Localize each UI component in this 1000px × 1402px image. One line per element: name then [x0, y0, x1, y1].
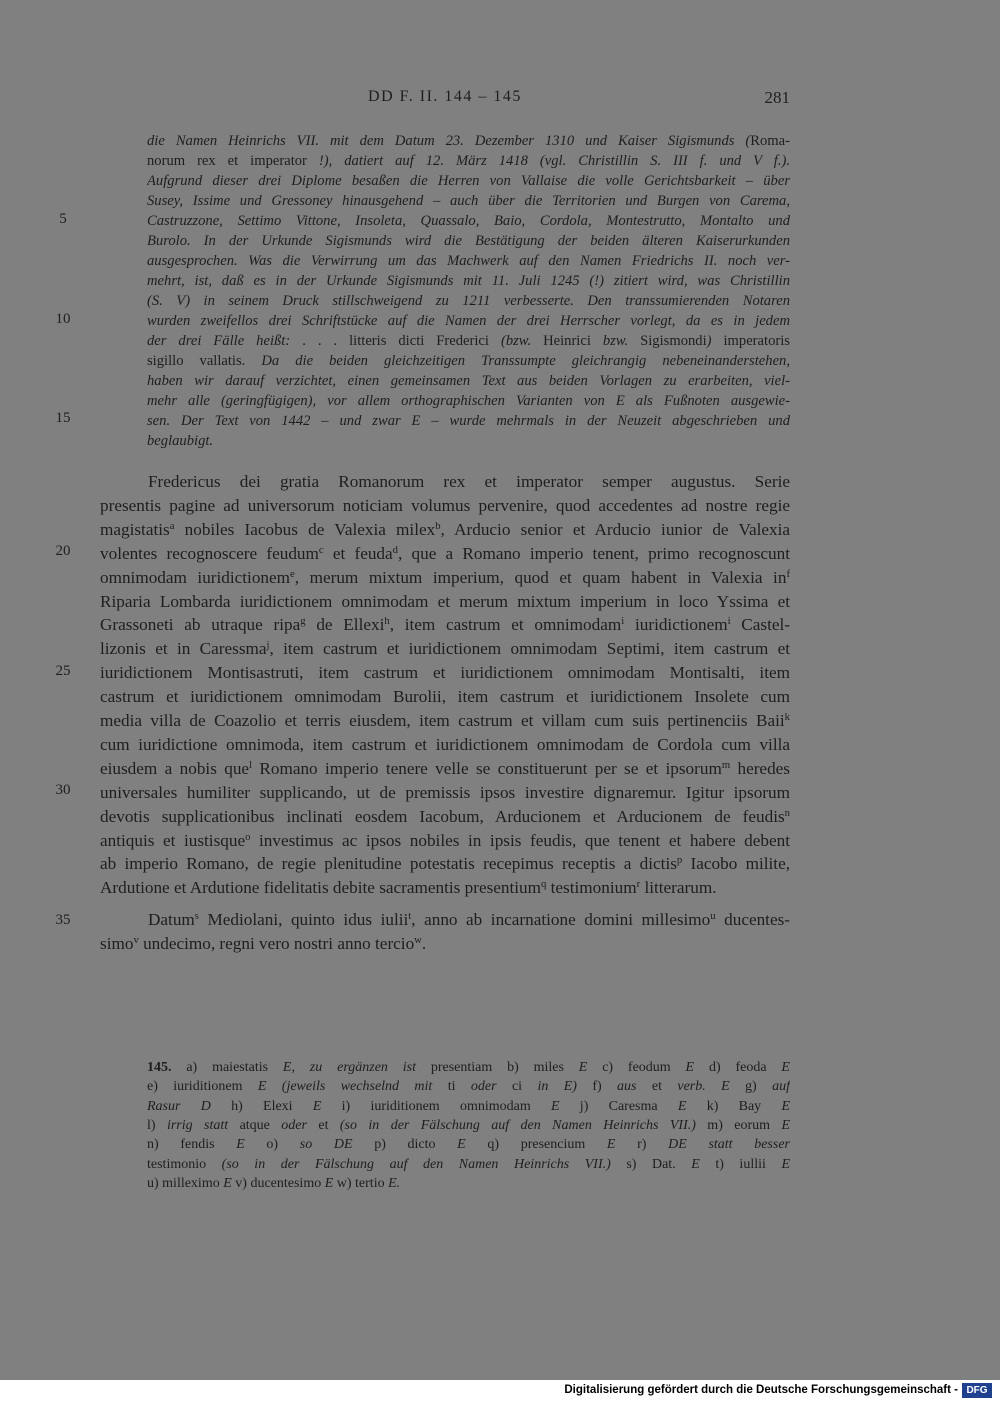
intro-line: mehrt, ist, daß es in der Urkunde Sigismunds mit 11. Juli 1245 (!) zitiert wird, was Christillin	[147, 273, 790, 289]
footnote-line: 145. a) maiestatis E, zu ergänzen ist presentiam b) miles E c) feodum E d) feoda E	[147, 1060, 790, 1075]
charter-line: presentis pagine ad universorum noticiam volumus pervenire, quod accedentes ad nostre regie	[100, 495, 790, 515]
charter-line: Riparia Lombarda iuridictionem omnimodam et merum mixtum imperium in loco Yssima et	[100, 591, 790, 611]
charter-line: iuridictionem Montisastruti, item castrum et iuridictionem omnimodam Montisalti, item	[100, 663, 790, 683]
footnote-line: n) fendis E o) so DE p) dicto E q) presencium E r) DE statt besser	[147, 1137, 790, 1153]
running-header: DD F. II. 144 – 145	[368, 88, 522, 105]
charter-line: magistatis$^a$ nobiles Iacobus de Valexia milex$^b$, Arducio senior et Arducio iunior de Valexia	[100, 519, 790, 539]
intro-line: sigillo vallatis. Da die beiden gleichzeitigen Transsumpte gleichrangig nebeneinanderstehen,	[147, 353, 790, 369]
intro-line: haben wir darauf verzichtet, einen gemeinsamen Text aus beiden Vorlagen zu erarbeiten, viel-	[147, 373, 790, 389]
dfg-credit: Digitalisierung gefördert durch die Deutsche Forschungsgemeinschaft -	[564, 1384, 958, 1396]
intro-line: mehr alle (geringfügigen), vor allem orthographischen Varianten von E als Fußnoten ausgewie-	[147, 393, 790, 409]
intro-line: beglaubigt.	[147, 433, 214, 449]
charter-line: devotis supplicationibus inclinati eosdem Iacobum, Arducionem et Arducionem de feudis$^n$	[100, 806, 790, 826]
charter-line: ab imperio Romano, de regie plenitudine potestatis recepimus receptis a dictis$^p$ Iacobo milite,	[100, 854, 790, 874]
charter-line: cum iuridictione omnimoda, item castrum et iuridictionem omnimodam de Cordola cum villa	[100, 734, 790, 754]
charter-line: Grassoneti ab utraque ripa$^g$ de Ellexi$^h$, item castrum et omnimodam$^i$ iuridictionem$^i$ Castel-	[100, 615, 790, 635]
line-number: 35	[55, 912, 71, 928]
intro-line: Aufgrund dieser drei Diplome besaßen die Herren von Vallaise die volle Gerichtsbarkeit – über	[147, 173, 790, 189]
datum-line: simo$^v$ undecimo, regni vero nostri anno tercio$^w$.	[100, 933, 427, 953]
line-number: 20	[55, 543, 71, 559]
charter-line: universales humiliter supplicando, ut de premissis ipsos investire dignaremur. Igitur ipsorum	[100, 782, 790, 802]
line-number: 10	[55, 311, 71, 327]
line-number: 5	[59, 211, 67, 227]
line-number: 30	[55, 782, 71, 798]
dfg-logo-icon: DFG	[962, 1383, 992, 1398]
charter-line: lizonis et in Caressma$^j$, item castrum et iuridictionem omnimodam Septimi, item castrum et	[100, 639, 790, 659]
charter-line: Ardutione et Ardutione fidelitatis debite sacramentis presentium$^q$ testimonium$^r$ litterarum.	[100, 878, 717, 898]
footnote-line: u) milleximo E v) ducentesimo E w) tertio E.	[147, 1175, 401, 1191]
intro-line: Castruzzone, Settimo Vittone, Insoleta, Quassalo, Baio, Cordola, Montestrutto, Montalto und	[147, 213, 790, 229]
footnote-line: e) iuriditionem E (jeweils wechselnd mit ti oder ci in E) f) aus et verb. E g) auf	[147, 1079, 790, 1095]
footnote-line: testimonio (so in der Fälschung auf den Namen Heinrichs VII.) s) Dat. E t) iullii E	[147, 1156, 790, 1172]
datum-line: Datum$^s$ Mediolani, quinto idus iulii$^t$, anno ab incarnatione domini millesimo$^u$ ducentes-	[148, 910, 790, 929]
charter-line: volentes recognoscere feudum$^c$ et feuda$^d$, que a Romano imperio tenent, primo recognoscunt	[100, 543, 790, 563]
footnote-line: l) irrig statt atque oder et (so in der Fälschung auf den Namen Heinrichs VII.) m) eorum E	[147, 1117, 790, 1133]
intro-line: Burolo. In der Urkunde Sigismunds wird die Bestätigung der beiden älteren Kaiserurkunden	[147, 233, 790, 249]
intro-line: sen. Der Text von 1442 – und zwar E – wurde mehrmals in der Neuzeit abgeschrieben und	[147, 413, 790, 429]
intro-line: norum rex et imperator !), datiert auf 12. März 1418 (vgl. Christillin S. III f. und V f.).	[147, 153, 790, 169]
charter-line: antiquis et iustisque$^o$ investimus ac ipsos nobiles in ipsis feudis, que tenent et habere debent	[100, 830, 790, 850]
charter-line: castrum et iuridictionem omnimodam Burolii, item castrum et iuridictionem Insolete cum	[100, 687, 790, 707]
intro-line: die Namen Heinrichs VII. mit dem Datum 23. Dezember 1310 und Kaiser Sigismunds (Roma-	[147, 133, 790, 149]
charter-line: Fredericus dei gratia Romanorum rex et imperator semper augustus. Serie	[148, 472, 790, 491]
page-number: 281	[764, 88, 790, 107]
intro-line: (S. V) in seinem Druck stillschweigend zu 1211 verbesserte. Den transsumierenden Notaren	[147, 293, 790, 309]
intro-line: Susey, Issime und Gressoney hinausgehend – auch über die Territorien und Burgen von Carema,	[147, 193, 790, 209]
intro-line: wurden zweifellos drei Schriftstücke auf die Namen der drei Herrscher vorlegt, da es in jedem	[147, 313, 790, 329]
footnote-line: Rasur D h) Elexi E i) iuriditionem omnimodam E j) Caresma E k) Bay E	[147, 1098, 790, 1114]
charter-line: eiusdem a nobis que$^l$ Romano imperio tenere velle se constituerunt per se et ipsorum$^m$ heredes	[100, 758, 790, 778]
line-number: 15	[55, 410, 71, 426]
charter-line: omnimodam iuridictionem$^e$, merum mixtum imperium, quod et quam habent in Valexia $in^f$	[100, 567, 790, 587]
line-number: 25	[55, 663, 71, 679]
intro-line: der drei Fälle heißt: . . . litteris dicti Frederici (bzw. Heinrici bzw. Sigismondi) imperatoris	[147, 333, 790, 349]
intro-line: ausgesprochen. Was die Verwirrung um das Machwerk auf den Namen Friedrichs II. noch ver-	[147, 253, 790, 269]
charter-line: media villa de Coazolio et terris eiusdem, item castrum et villam cum suis pertinenciis Baii$^k$	[100, 711, 790, 730]
